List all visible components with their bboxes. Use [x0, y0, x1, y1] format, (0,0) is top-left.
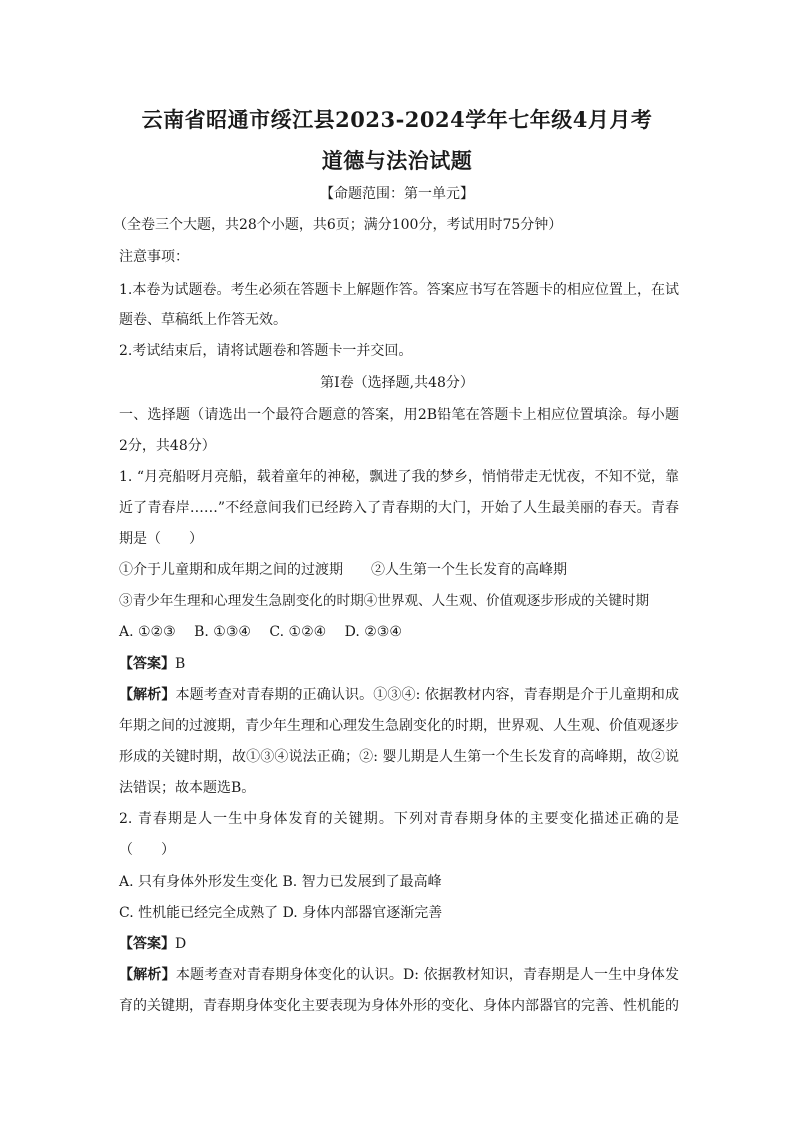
q1-answer: [119, 654, 679, 674]
q2-choices-line1: A. 只有身体外形发生变化 B. 智力已发展到了最高峰: [119, 874, 442, 890]
q1-stem-cont: 近了青春岸……”不经意间我们已经跨入了青春期的大门，开始了人生最美丽的春天。青春: [119, 500, 679, 516]
q1-choices: A. ①②③ B. ①③④ C. ①②④ D. ②③④: [119, 624, 402, 640]
q2-analysis-label: 【解析】: [119, 967, 176, 983]
q1-answer-label: 【答案】: [119, 656, 175, 672]
exam-title: 云南省昭通市绥江县2023-2024学年七年级4月月考: [141, 107, 653, 132]
q2-analysis-text: 本题考查对青春期身体变化的认识。D: 依据教材知识，青春期是人一生中身体发: [175, 967, 680, 983]
part1-heading: 第Ⅰ卷（选择题,共48分）: [320, 375, 474, 391]
section1-heading-cont: 2分，共48分）: [119, 438, 216, 454]
notice-item-2: 2.考试结束后，请将试题卷和答题卡一并交回。: [119, 343, 413, 359]
q1-analysis-text: 本题考查对青春期的正确认识。①③④: 依据教材内容，青春期是介于儿童期和成: [175, 687, 679, 703]
q2-answer-label: 【答案】: [119, 936, 175, 952]
q2-answer: [119, 934, 679, 954]
q2-analysis-cont-1: 育的关键期，青春期身体变化主要表现为身体外形的变化、身体内部器官的完善、性机能的: [119, 998, 679, 1014]
q1-analysis-cont-1: 年期之间的过渡期，青少年生理和心理发生急剧变化的时期，世界观、人生观、价值观逐步: [119, 718, 679, 734]
section1-heading: 一、选择题（请选出一个最符合题意的答案，用2B铅笔在答题卡上相应位置填涂。每小题: [119, 407, 679, 423]
q1-analysis-cont-2: 形成的关键时期，故①③④说法正确；②: 婴儿期是人生第一个生长发育的高峰期，故②说: [119, 749, 679, 765]
q2-stem: 2. 青春期是人一生中身体发育的关键期。下列对青春期身体的主要变化描述正确的是: [119, 811, 679, 827]
q1-stem-end: 期是（ ）: [119, 531, 203, 547]
exam-subject-title: 道德与法治试题: [321, 148, 473, 173]
q2-stem-end: （ ）: [119, 842, 175, 858]
q1-analysis: [119, 685, 679, 705]
q2-analysis: [119, 965, 679, 985]
q1-options-line2: ③青少年生理和心理发生急剧变化的时期④世界观、人生观、价值观逐步形成的关键时期: [119, 593, 650, 609]
q1-options-line1: ①介于儿童期和成年期之间的过渡期 ②人生第一个生长发育的高峰期: [119, 562, 567, 578]
q2-choices-line2: C. 性机能已经完全成熟了 D. 身体内部器官逐渐完善: [119, 905, 443, 921]
q1-answer-value: B: [175, 656, 186, 672]
notice-item-1: 1.本卷为试题卷。考生必须在答题卡上解题作答。答案应书写在答题卡的相应位置上，在试: [119, 282, 679, 298]
exam-info: （全卷三个大题，共28个小题，共6页；满分100分，考试用时75分钟）: [113, 217, 563, 233]
q2-answer-value: D: [175, 936, 187, 952]
scope-line: 【命题范围：第一单元】: [320, 186, 474, 202]
q1-analysis-label: 【解析】: [119, 687, 176, 703]
notice-heading: 注意事项：: [119, 249, 189, 265]
notice-item-1-cont: 题卷、草稿纸上作答无效。: [119, 312, 287, 328]
q1-stem: 1. “月亮船呀月亮船，载着童年的神秘，飘进了我的梦乡，悄悄带走无忧夜，不知不觉，靠: [119, 469, 679, 485]
q1-analysis-cont-3: 法错误；故本题选B。: [119, 780, 256, 796]
